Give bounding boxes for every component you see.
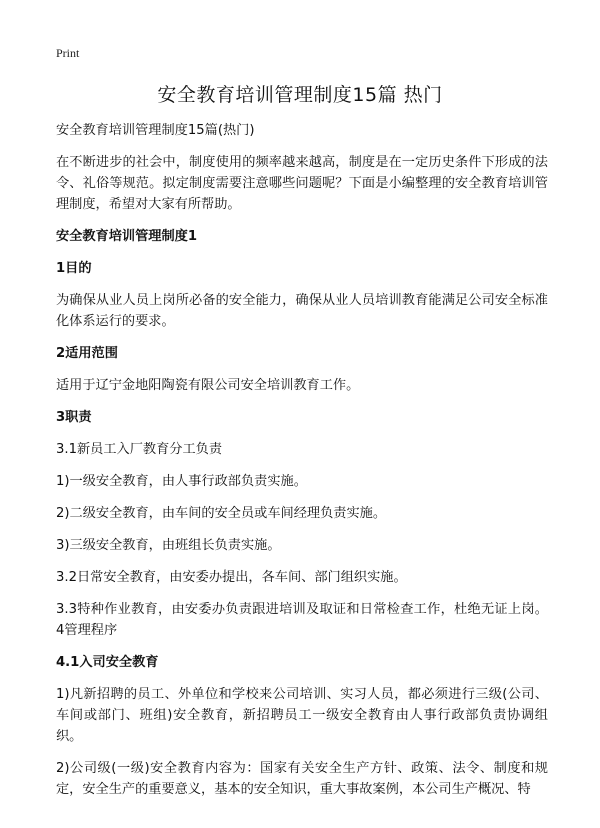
- section-heading: 安全教育培训管理制度1: [56, 229, 198, 244]
- paragraph-4-1-1: 1)凡新招聘的员工、外单位和学校来公司培训、实习人员，都必须进行三级(公司、车间或部门、班组)安全教育，新招聘员工一级安全教育由人事行政部负责协调组织。: [56, 687, 548, 744]
- heading-4-1: 4.1入司安全教育: [56, 655, 159, 670]
- paragraph-4-1-2: 2)公司级(一级)安全教育内容为：国家有关安全生产方针、政策、法令、制度和规定，安全生产的重要意义，基本的安全知识，重大事故案例，本公司生产概况、特: [56, 761, 548, 797]
- paragraph-scope: 适用于辽宁金地阳陶瓷有限公司安全培训教育工作。: [56, 378, 360, 393]
- heading-duty: 3职责: [56, 410, 92, 425]
- paragraph-3-1-1: 1)一级安全教育，由人事行政部负责实施。: [56, 474, 307, 489]
- intro-paragraph: 在不断进步的社会中，制度使用的频率越来越高，制度是在一定历史条件下形成的法令、礼俗等规范。拟定制度需要注意哪些问题呢？下面是小编整理的安全教育培训管理制度，希望对大家有所帮助。: [56, 155, 548, 212]
- paragraph-3-1-3: 3)三级安全教育，由班组长负责实施。: [56, 538, 281, 553]
- paragraph-purpose: 为确保从业人员上岗所必备的安全能力，确保从业人员培训教育能满足公司安全标准化体系运行的要求。: [56, 293, 548, 329]
- document-body: [56, 120, 548, 811]
- heading-scope: 2适用范围: [56, 346, 118, 361]
- page-title: 安全教育培训管理制度15篇 热门: [157, 84, 443, 106]
- paragraph-3-1: 3.1新员工入厂教育分工负责: [56, 442, 223, 457]
- print-link[interactable]: Print: [56, 46, 80, 60]
- paragraph-3-1-2: 2)二级安全教育，由车间的安全员或车间经理负责实施。: [56, 506, 387, 521]
- paragraph-3-3: 3.3特种作业教育，由安委办负责跟进培训及取证和日常检查工作，杜绝无证上岗。 4管理程序: [56, 602, 548, 638]
- heading-purpose: 1目的: [56, 261, 92, 276]
- paragraph-3-2: 3.2日常安全教育，由安委办提出，各车间、部门组织实施。: [56, 570, 407, 585]
- document-subtitle: 安全教育培训管理制度15篇(热门): [56, 123, 255, 138]
